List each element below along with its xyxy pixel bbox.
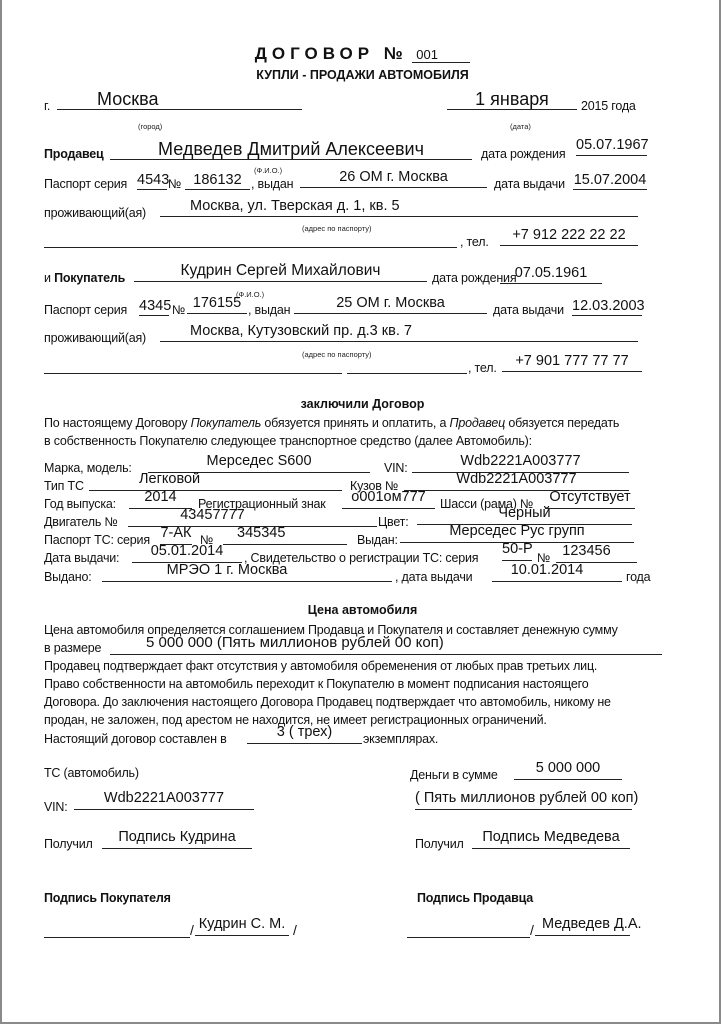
seller-birth-label: дата рождения	[481, 147, 566, 161]
agreement-paragraph-1	[44, 414, 619, 432]
money-field: 5 000 000	[514, 760, 622, 780]
buyer-birth-label: дата рождения	[432, 271, 517, 285]
amount-field: 5 000 000 (Пять миллионов рублей 00 коп)	[110, 635, 662, 655]
seller-issue-date-label: дата выдачи	[494, 177, 565, 191]
pts-date-field: 05.01.2014	[132, 543, 242, 563]
buyer-prefix: и	[44, 271, 51, 285]
buyer-passport-series: 4345	[139, 298, 172, 314]
buyer-address-field: Москва, Кутузовский пр. д.3 кв. 7	[160, 322, 638, 342]
buyer-address-line2	[44, 354, 342, 374]
pts-series-field: 7-АК	[160, 525, 192, 545]
buyer-issue-date-label: дата выдачи	[493, 303, 564, 317]
price-paragraph-2: Продавец подтверждает факт отсутствия у автомобиля обременения от любых прав третьих лиц.	[44, 659, 598, 673]
buyer-signature-line	[44, 918, 190, 938]
date-field: 1 января	[447, 90, 577, 110]
price-paragraph-4: Договора. До заключения настоящего Договора Продавец подтверждает что автомобиль, никому не	[44, 695, 611, 709]
buyer-issued-label: , выдан	[248, 303, 291, 317]
reg-date-label: , дата выдачи	[395, 570, 473, 584]
buyer-label-bold: Покупатель	[54, 271, 126, 285]
agreement-paragraph-2: в собственность Покупателю следующее транспортное средство (далее Автомобиль):	[44, 434, 532, 448]
reg-series-field: 50-Р	[502, 541, 532, 561]
seller-address-field: Москва, ул. Тверская д. 1, кв. 5	[160, 197, 638, 217]
city-field: Москва	[57, 90, 302, 110]
seller-address-caption: (адрес по паспорту)	[302, 224, 372, 233]
buyer-fio-caption: (Ф.И.О.)	[236, 290, 265, 299]
year-made-label: Год выпуска:	[44, 497, 116, 511]
price-paragraph-1: Цена автомобиля определяется соглашением Продавца и Покупателя и составляет денежную сумму	[44, 623, 618, 637]
plate-field: о001ом777	[342, 489, 435, 509]
city-label: г.	[44, 99, 51, 113]
make-field: Мерседес S600	[148, 453, 370, 473]
buyer-issued-by: 25 ОМ г. Москва	[294, 294, 487, 314]
buyer-address-label: проживающий(ая)	[44, 331, 146, 345]
vin-label: VIN:	[384, 461, 408, 475]
seller-signature-label: Подпись Продавца	[417, 891, 533, 905]
seller-received-signature: Подпись Медведева	[472, 829, 630, 849]
price-heading: Цена автомобиля	[307, 603, 418, 617]
price-paragraph-5: продан, не заложен, под арестом не находится, не имеет регистрационных ограничений.	[44, 713, 547, 727]
p1-c: обязуется принять и оплатить, а	[261, 416, 450, 430]
pts-date-label: Дата выдачи:	[44, 551, 120, 565]
body-label: Кузов №	[350, 479, 399, 493]
reg-no-label: №	[537, 551, 551, 565]
buyer-slash-2: /	[293, 922, 297, 938]
buyer-signature-name: Кудрин С. М.	[195, 916, 289, 936]
seller-tel-label: , тел.	[460, 235, 489, 249]
seller-birth-field: 05.07.1967	[576, 136, 647, 156]
amount-label: в размере	[44, 641, 102, 655]
copies-suffix: экземплярах.	[363, 732, 439, 746]
buyer-tel-field: +7 901 777 77 77	[502, 352, 642, 372]
buyer-address-line3	[347, 354, 467, 374]
buyer-no-label: №	[172, 303, 186, 317]
buyer-name-field: Кудрин Сергей Михайлович	[134, 262, 427, 282]
color-label: Цвет:	[378, 515, 409, 529]
chassis-field: Отсутствует	[545, 489, 635, 509]
seller-signature-name: Медведев Д.А.	[535, 916, 630, 936]
seller-issued-label: , выдан	[251, 177, 294, 191]
reg-year-label: года	[626, 570, 651, 584]
seller-fio-caption: (Ф.И.О.)	[254, 166, 283, 175]
reg-issued-field: МРЭО 1 г. Москва	[102, 562, 392, 582]
p1-seller: Продавец	[449, 416, 506, 430]
plate-label: Регистрационный знак	[198, 497, 326, 511]
seller-passport-label: Паспорт серия	[44, 177, 128, 191]
vehicle-received-label: ТС (автомобиль)	[44, 766, 139, 780]
body-field: Wdb2221A003777	[404, 471, 629, 491]
contract-number: 001	[412, 47, 470, 63]
seller-passport-series: 4543	[137, 172, 170, 188]
buyer-label	[44, 270, 125, 286]
copies-field: 3 ( трех)	[247, 724, 362, 744]
buyer-received-signature: Подпись Кудрина	[102, 829, 252, 849]
reg-number-field: 123456	[556, 543, 637, 563]
money-label: Деньги в сумме	[410, 768, 498, 782]
engine-label: Двигатель №	[44, 515, 118, 529]
type-label: Тип ТС	[44, 479, 84, 493]
buyer-passport-number: 176155	[187, 294, 247, 314]
vin-field: Wdb2221A003777	[412, 453, 629, 473]
buyer-address-caption: (адрес по паспорту)	[302, 350, 372, 359]
receipt-vin-label: VIN:	[44, 800, 68, 814]
seller-slash-1: /	[530, 922, 534, 938]
seller-address-line2	[44, 228, 457, 248]
price-paragraph-3: Право собственности на автомобиль переходит к Покупателю в момент подписания настоящего	[44, 677, 589, 691]
buyer-slash-1: /	[190, 922, 194, 938]
buyer-birth-field: 07.05.1961	[500, 264, 602, 284]
seller-received-label: Получил	[415, 837, 464, 851]
pts-issued-field: Мерседес Рус групп	[400, 523, 634, 543]
color-field: Черный	[417, 505, 632, 525]
p1-a: По настоящему Договору	[44, 416, 191, 430]
buyer-received-label: Получил	[44, 837, 93, 851]
seller-signature-line	[407, 918, 530, 938]
type-field: Легковой	[89, 471, 342, 491]
buyer-passport-label: Паспорт серия	[44, 303, 128, 317]
reg-label: , Свидетельство о регистрации ТС: серия	[244, 551, 479, 565]
pts-label: Паспорт ТС: серия	[44, 533, 150, 547]
seller-name-field: Медведев Дмитрий Алексеевич	[110, 140, 472, 160]
pts-number-field: 345345	[223, 525, 347, 545]
seller-issue-date: 15.07.2004	[573, 172, 647, 188]
year-made-field: 2014	[129, 489, 192, 509]
buyer-tel-label: , тел.	[468, 361, 497, 375]
p1-buyer: Покупатель	[190, 416, 262, 430]
seller-issued-by: 26 ОМ г. Москва	[300, 168, 487, 188]
contract-subtitle: КУПЛИ - ПРОДАЖИ АВТОМОБИЛЯ	[256, 68, 469, 82]
contract-title	[2, 44, 721, 64]
reg-issued-label: Выдано:	[44, 570, 92, 584]
date-caption: (дата)	[510, 122, 531, 131]
seller-passport-number: 186132	[185, 170, 250, 190]
buyer-issue-date: 12.03.2003	[572, 298, 645, 314]
title-text: ДОГОВОР №	[254, 44, 408, 63]
money-words-field: ( Пять миллионов рублей 00 коп)	[415, 790, 632, 810]
receipt-vin-field: Wdb2221A003777	[74, 790, 254, 810]
seller-label: Продавец	[44, 147, 104, 161]
chassis-label: Шасси (рама) №	[440, 497, 534, 511]
city-caption: (город)	[138, 122, 163, 131]
seller-address-label: проживающий(ая)	[44, 206, 146, 220]
year-label: 2015 года	[581, 99, 636, 113]
copies-label: Настоящий договор составлен в	[44, 732, 227, 746]
make-label: Марка, модель:	[44, 461, 132, 475]
pts-no-label: №	[200, 533, 214, 547]
seller-no-label: №	[168, 177, 182, 191]
pts-issued-label: Выдан:	[357, 533, 398, 547]
seller-tel-field: +7 912 222 22 22	[500, 226, 638, 246]
engine-field: 43457777	[128, 507, 377, 527]
agreement-heading: заключили Договор	[300, 397, 425, 411]
p1-e: обязуется передать	[505, 416, 620, 430]
buyer-signature-label: Подпись Покупателя	[44, 891, 171, 905]
reg-date-field: 10.01.2014	[492, 562, 622, 582]
